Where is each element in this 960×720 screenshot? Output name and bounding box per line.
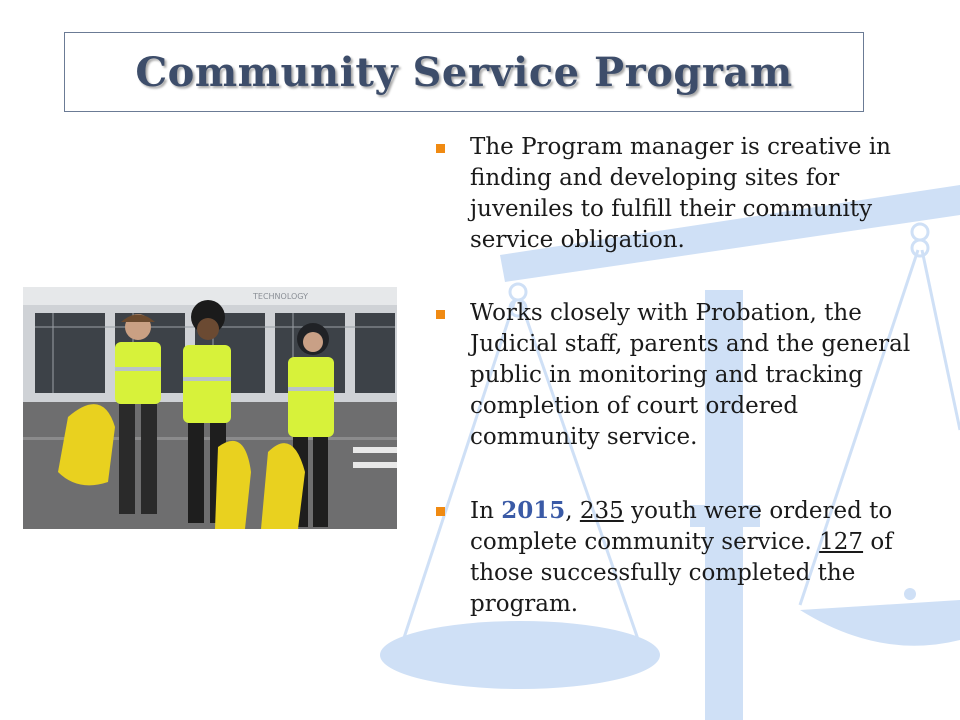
bullet-text-prefix: In	[470, 498, 502, 524]
title-box	[64, 32, 864, 112]
ordered-count: 235	[579, 498, 624, 524]
photo-illustration	[23, 287, 397, 529]
bullet-square-icon	[436, 507, 445, 516]
bullet-text: Works closely with Probation, the Judicial staff, parents and the general public in monitoring and tracking completion of court ordered community service.	[470, 300, 911, 450]
bullet-item	[432, 495, 932, 620]
bullet-square-icon	[436, 144, 445, 153]
volunteers-photo	[23, 287, 397, 529]
bullet-square-icon	[436, 310, 445, 319]
bullet-text-suffix: of those successfully completed the program.	[470, 529, 893, 617]
bullet-text-middle: youth were ordered to complete community service.	[470, 498, 893, 555]
highlight-year: 2015	[501, 497, 566, 524]
bullet-text-sep: ,	[565, 498, 580, 524]
bullet-item	[432, 132, 932, 256]
bullet-text: The Program manager is creative in finding and developing sites for juveniles to fulfill their community service obligation.	[470, 134, 891, 253]
bullet-item	[432, 298, 932, 453]
completed-count: 127	[819, 529, 864, 555]
slide-title: Community Service Program	[135, 48, 793, 96]
bullet-list	[432, 132, 932, 662]
photo-sign-text: TECHNOLOGY	[253, 292, 308, 301]
